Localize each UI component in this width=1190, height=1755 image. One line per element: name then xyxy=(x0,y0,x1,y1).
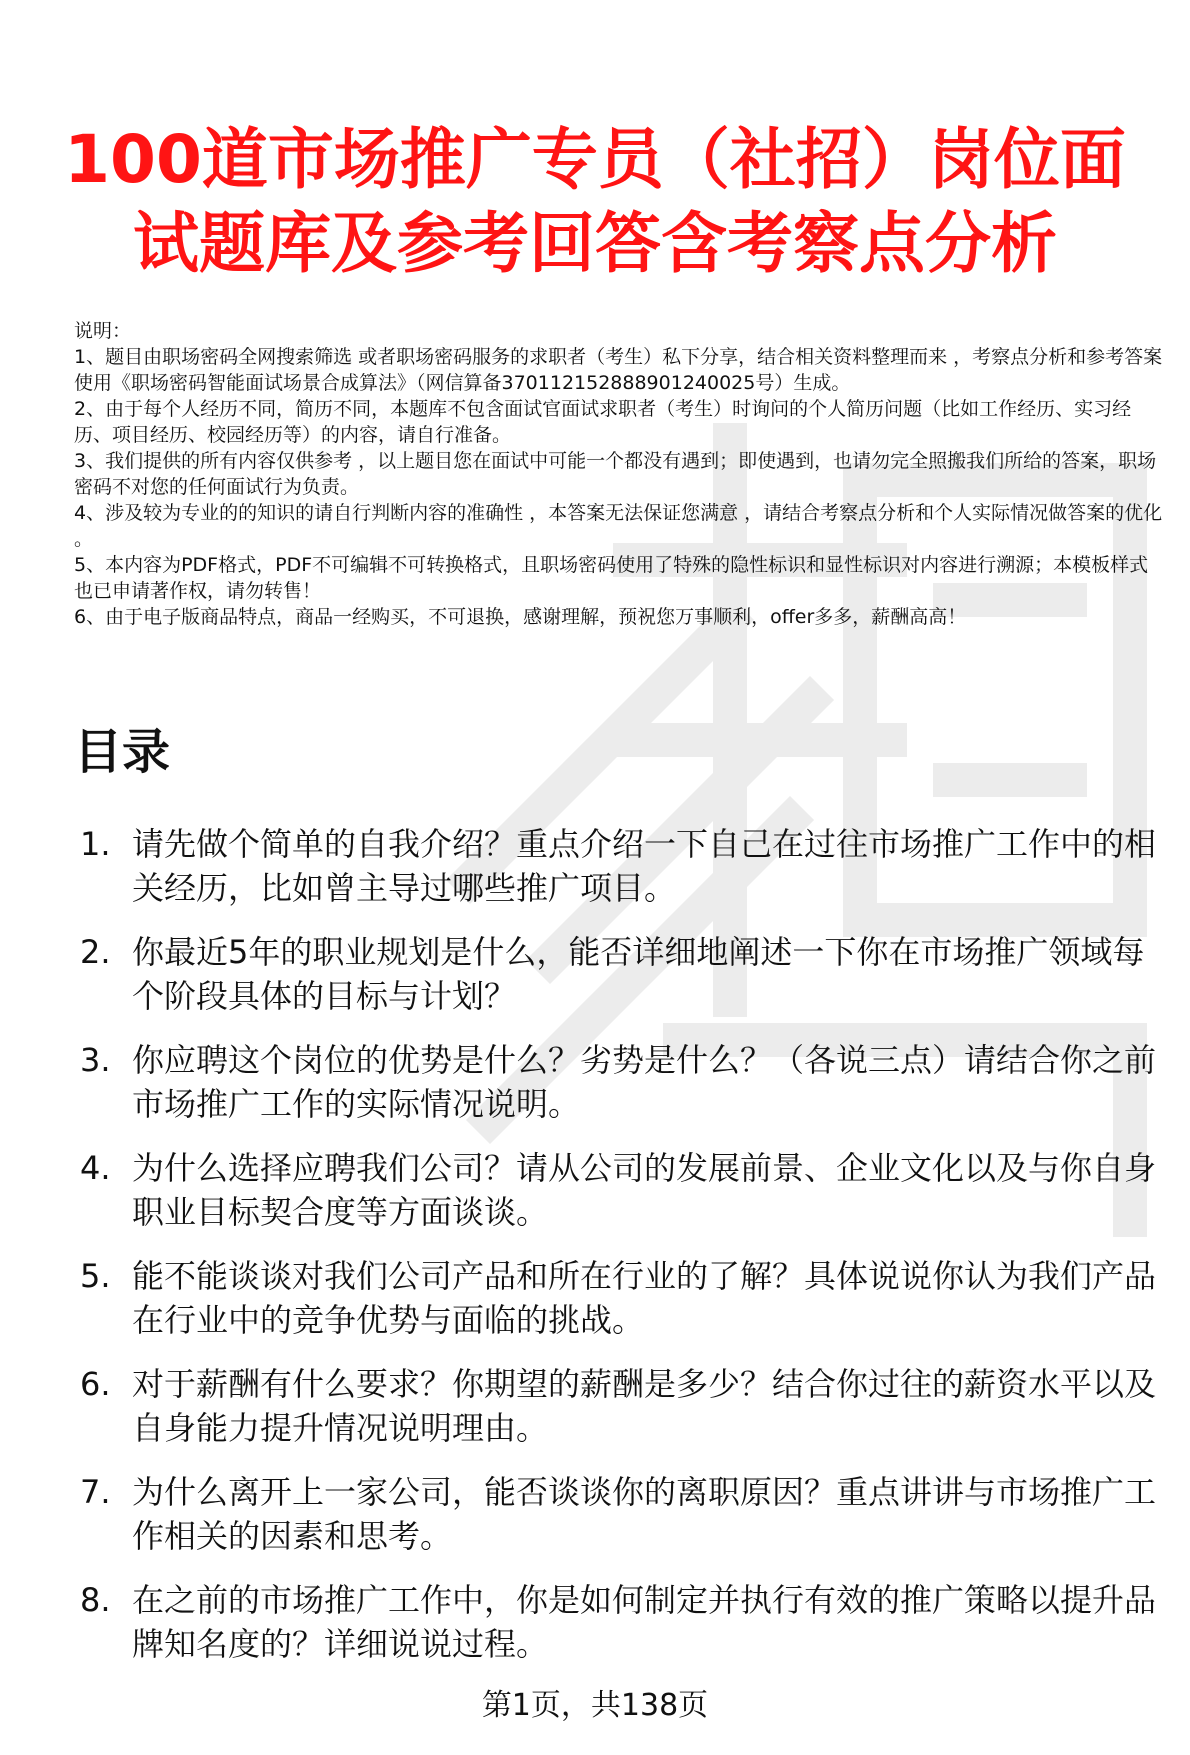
instructions-section xyxy=(74,318,1164,630)
instructions-heading: 说明： xyxy=(74,320,132,342)
instruction-item: 6、由于电子版商品特点，商品一经购买，不可退换，感谢理解，预祝您万事顺利，offer多多，薪酬高高！ xyxy=(74,606,967,628)
toc-item-text: 为什么选择应聘我们公司？请从公司的发展前景、企业文化以及与你自身职业目标契合度等方面谈谈。 xyxy=(132,1149,1157,1231)
table-of-contents-heading: 目录 xyxy=(74,724,171,780)
toc-item-number: 3. xyxy=(80,1041,111,1079)
document-title-line-1: 100道市场推广专员（社招）岗位面 xyxy=(64,121,1126,198)
toc-item-text: 为什么离开上一家公司，能否谈谈你的离职原因？重点讲讲与市场推广工作相关的因素和思考。 xyxy=(132,1473,1157,1555)
toc-item-text: 对于薪酬有什么要求？你期望的薪酬是多少？结合你过往的薪资水平以及自身能力提升情况说明理由。 xyxy=(132,1365,1157,1447)
instruction-item: 4、涉及较为专业的的知识的请自行判断内容的准确性 ，本答案无法保证您满意 ，请结合考察点分析和个人实际情况做答案的优化 。 xyxy=(74,502,1163,550)
toc-item[interactable] xyxy=(80,1362,1160,1450)
toc-item-number: 7. xyxy=(80,1473,111,1511)
toc-item-number: 5. xyxy=(80,1257,111,1295)
toc-item[interactable] xyxy=(80,1146,1160,1234)
toc-item[interactable] xyxy=(80,1578,1160,1666)
page-number: 第1页，共138页 xyxy=(481,1688,709,1723)
toc-item-number: 6. xyxy=(80,1365,111,1403)
document-title-line-2: 试题库及参考回答含考察点分析 xyxy=(133,205,1057,282)
toc-item-text: 请先做个简单的自我介绍？重点介绍一下自己在过往市场推广工作中的相关经历，比如曾主导过哪些推广项目。 xyxy=(132,825,1157,907)
instruction-item: 2、由于每个人经历不同，简历不同，本题库不包含面试官面试求职者（考生）时询问的个人简历问题（比如工作经历、实习经历、项目经历、校园经历等）的内容，请自行准备。 xyxy=(74,398,1132,446)
toc-item-text: 在之前的市场推广工作中，你是如何制定并执行有效的推广策略以提升品牌知名度的？详细说说过程。 xyxy=(132,1581,1157,1663)
toc-item[interactable] xyxy=(80,930,1160,1018)
instruction-item: 5、本内容为PDF格式，PDF不可编辑不可转换格式，且职场密码使用了特殊的隐性标识和显性标识对内容进行溯源；本模板样式也已申请著作权，请勿转售！ xyxy=(74,554,1149,602)
document-title xyxy=(60,118,1130,286)
toc-item[interactable] xyxy=(80,822,1160,910)
toc-item-text: 能不能谈谈对我们公司产品和所在行业的了解？具体说说你认为我们产品在行业中的竞争优势与面临的挑战。 xyxy=(132,1257,1157,1339)
toc-item-number: 1. xyxy=(80,825,111,863)
toc-item-number: 2. xyxy=(80,933,111,971)
instruction-item: 1、题目由职场密码全网搜索筛选 或者职场密码服务的求职者（考生）私下分享，结合相关资料整理而来 ，考察点分析和参考答案使用《职场密码智能面试场景合成算法》（网信算备370112152888901240025号）生成。 xyxy=(74,346,1163,394)
toc-item[interactable] xyxy=(80,1470,1160,1558)
toc-item-text: 你最近5年的职业规划是什么，能否详细地阐述一下你在市场推广领域每个阶段具体的目标与计划？ xyxy=(132,933,1145,1015)
toc-item[interactable] xyxy=(80,1038,1160,1126)
toc-item-text: 你应聘这个岗位的优势是什么？劣势是什么？（各说三点）请结合你之前市场推广工作的实际情况说明。 xyxy=(132,1041,1157,1123)
toc-item-number: 4. xyxy=(80,1149,111,1187)
table-of-contents-list xyxy=(80,822,1160,1686)
toc-item[interactable] xyxy=(80,1254,1160,1342)
instruction-item: 3、我们提供的所有内容仅供参考 ，以上题目您在面试中可能一个都没有遇到；即使遇到，也请勿完全照搬我们所给的答案，职场密码不对您的任何面试行为负责。 xyxy=(74,450,1157,498)
toc-item-number: 8. xyxy=(80,1581,111,1619)
